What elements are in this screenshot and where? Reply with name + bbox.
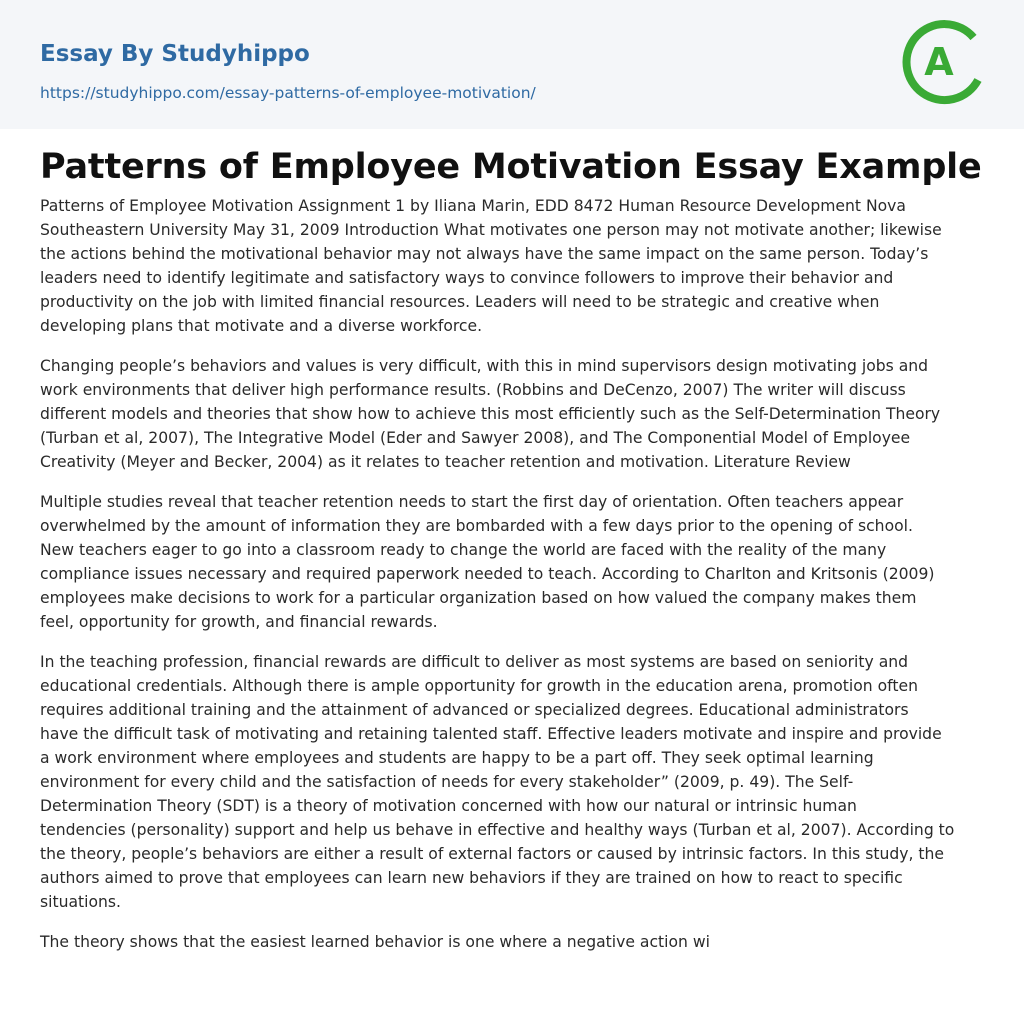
essay-paragraph: Multiple studies reveal that teacher retention needs to start the first day of orientation. Often teachers appear overwhelmed by the amount of information they are bombarded with a few days prior to the opening of school. New teachers eager to go into a classroom ready to change the world are faced with the reality of the many compliance issues necessary and required paperwork needed to teach. According to Charlton and Kritsonis (2009) employees make decisions to work for a particular organization based on how valued the company makes them feel, opportunity for growth, and financial rewards. (40, 493, 935, 631)
site-header (0, 0, 1024, 129)
site-name[interactable]: Essay By Studyhippo (40, 41, 310, 67)
source-url-link[interactable]: https://studyhippo.com/essay-patterns-of-employee-motivation/ (40, 84, 536, 102)
essay-paragraph: The theory shows that the easiest learned behavior is one where a negative action wi (40, 933, 710, 951)
essay-paragraph: Changing people’s behaviors and values is very difficult, with this in mind supervisors design motivating jobs and work environments that deliver high performance results. (Robbins and DeCenzo, 2007) The writer will discuss different models and theories that show how to achieve this most efficiently such as the Self-Determination Theory (Turban et al, 2007), The Integrative Model (Eder and Sawyer 2008), and The Componential Model of Employee Creativity (Meyer and Becker, 2004) as it relates to teacher retention and motivation. Literature Review (40, 357, 941, 471)
essay-paragraph: In the teaching profession, financial rewards are difficult to deliver as most systems are based on seniority and educational credentials. Although there is ample opportunity for growth in the education arena, promotion often requires additional training and the attainment of advanced or specialized degrees. Educational administrators have the difficult task of motivating and retaining talented staff. Effective leaders motivate and inspire and provide a work environment where employees and students are happy to be a part off. They seek optimal learning environment for every child and the satisfaction of needs for every stakeholder” (2009, p. 49). The Self- Determination Theory (SDT) is a theory of motivation concerned with how our natural or intrinsic human tendencies (personality) support and help us behave in effective and healthy ways (Turban et al, 2007). According to the theory, people’s behaviors are either a result of external factors or caused by intrinsic factors. In this study, the authors aimed to prove that employees can learn new behaviors if they are trained on how to react to specific situations. (40, 653, 955, 911)
studyhippo-logo-icon[interactable] (900, 18, 988, 106)
page-title: Patterns of Employee Motivation Essay Example (40, 147, 982, 187)
logo-letter: A (924, 40, 954, 84)
essay-body (40, 194, 985, 970)
essay-paragraph: Patterns of Employee Motivation Assignment 1 by Iliana Marin, EDD 8472 Human Resource Development Nova Southeastern University May 31, 2009 Introduction What motivates one person may not motivate another; likewise the actions behind the motivational behavior may not always have the same impact on the same person. Today’s leaders need to identify legitimate and satisfactory ways to convince followers to improve their behavior and productivity on the job with limited financial resources. Leaders will need to be strategic and creative when developing plans that motivate and a diverse workforce. (40, 197, 942, 335)
